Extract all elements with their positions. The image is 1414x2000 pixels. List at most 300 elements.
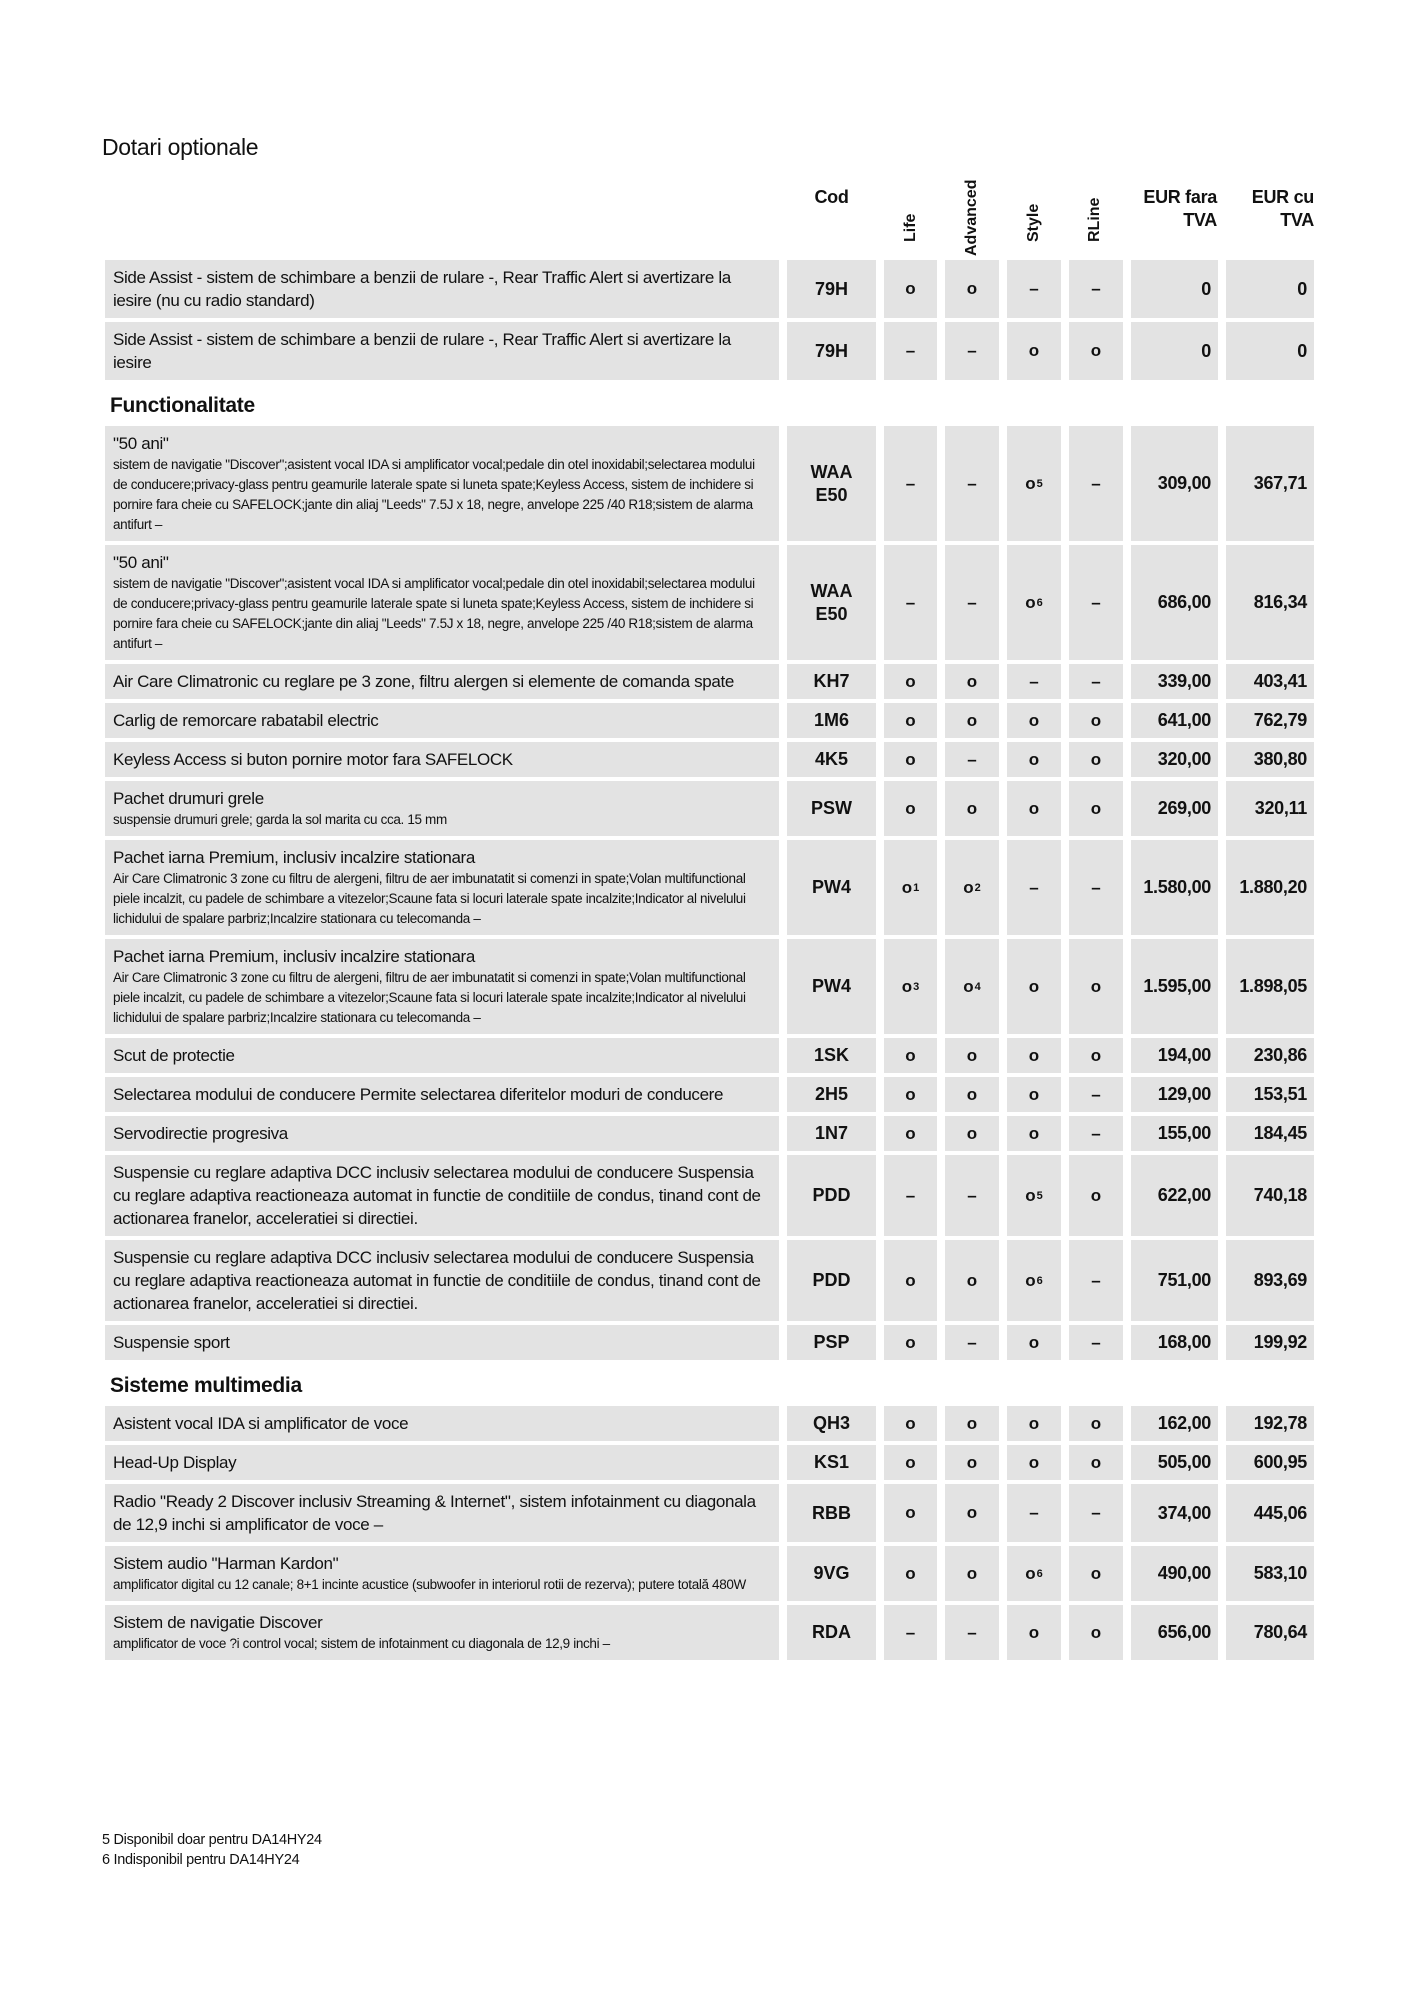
option-code	[787, 1325, 876, 1360]
availability-mark: o	[1028, 1084, 1040, 1104]
options-table	[105, 260, 1314, 1664]
code-text: PSW	[810, 798, 852, 818]
price-text: 0	[1201, 278, 1211, 299]
availability-rline	[1069, 703, 1123, 738]
option-title: Side Assist - sistem de schimbare a benzii de rulare -, Rear Traffic Alert si avertizare la iesire (nu cu radio standard)	[113, 268, 731, 310]
price-text: 0	[1297, 278, 1307, 299]
availability-rline	[1069, 1240, 1123, 1321]
option-description	[105, 1605, 779, 1660]
availability-style	[1007, 260, 1061, 318]
availability-style	[1007, 1445, 1061, 1480]
availability-mark: o	[1090, 341, 1102, 360]
page-title: Dotari optionale	[102, 134, 259, 160]
option-title: Sistem audio "Harman Kardon"	[113, 1554, 339, 1573]
table-row	[105, 1240, 1314, 1321]
table-row	[105, 703, 1314, 738]
availability-mark: –	[1029, 877, 1039, 897]
footnote-ref: 6	[1036, 596, 1043, 609]
availability-mark: o	[1090, 1622, 1102, 1642]
option-details: sistem de navigatie "Discover";asistent vocal IDA si amplificator vocal;pedale din otel inoxidabil;selectarea modului de conducere;privacy-glass pentru geamurile laterale spate si luneta spate;Keyless Access, sistem de inchidere si pornire fara cheie cu SAFELOCK;jante din aliaj "Leeds" 7.5J x 18, negre, anvelope 225 /40 R18;sistem de alarma antifurt –	[113, 576, 755, 651]
price-text: 155,00	[1157, 1123, 1211, 1143]
option-code	[787, 1546, 876, 1601]
option-title: Pachet drumuri grele	[113, 789, 264, 808]
price-text: 184,45	[1253, 1123, 1307, 1143]
option-description	[105, 1038, 779, 1073]
option-details: amplificator digital cu 12 canale; 8+1 incinte acustice (subwoofer in interiorul rotii de rezerva); putere totală 480W	[113, 1577, 746, 1592]
table-row	[105, 1546, 1314, 1601]
price-text: 505,00	[1157, 1452, 1211, 1472]
availability-mark: –	[1091, 1123, 1101, 1143]
availability-mark: –	[1091, 473, 1101, 493]
option-title: Selectarea modului de conducere Permite selectarea diferitelor moduri de conducere	[113, 1085, 724, 1104]
price-cu-tva	[1226, 939, 1314, 1034]
availability-rline	[1069, 1155, 1123, 1236]
option-title: Radio "Ready 2 Discover inclusiv Streaming & Internet", sistem infotainment cu diagonala de 12,9 inchi si amplificator de voce –	[113, 1492, 756, 1534]
price-cu-tva	[1226, 1605, 1314, 1660]
availability-mark: –	[1029, 279, 1039, 298]
option-code	[787, 426, 876, 541]
availability-style	[1007, 664, 1061, 699]
availability-rline	[1069, 664, 1123, 699]
availability-mark: o	[1025, 592, 1036, 612]
code-text: RBB	[812, 1502, 851, 1523]
option-title: Suspensie cu reglare adaptiva DCC inclusiv selectarea modului de conducere Suspensia cu reglare adaptiva reactioneaza automat in functie de conditiile de condus, tinand cont de actionarea franelor, acceleratiei si directiei.	[113, 1248, 761, 1313]
availability-life	[884, 1546, 937, 1601]
availability-mark: o	[1025, 473, 1036, 493]
availability-advanced	[945, 260, 999, 318]
availability-life	[884, 703, 937, 738]
availability-mark: o	[1090, 1452, 1102, 1472]
availability-mark: o	[1028, 1452, 1040, 1472]
header-eur-fara-tva: EUR fara TVA	[1143, 187, 1217, 230]
availability-mark: o	[1090, 1185, 1102, 1205]
code-text: RDA	[812, 1622, 851, 1642]
price-fara-tva	[1131, 664, 1218, 699]
option-description	[105, 1240, 779, 1321]
price-cu-tva	[1226, 703, 1314, 738]
price-text: 309,00	[1157, 473, 1211, 493]
availability-advanced	[945, 664, 999, 699]
table-row	[105, 1038, 1314, 1073]
option-details: amplificator de voce ?i control vocal; sistem de infotainment cu diagonala de 12,9 inchi –	[113, 1636, 610, 1651]
option-title: Servodirectie progresiva	[113, 1124, 288, 1143]
availability-life	[884, 322, 937, 380]
price-fara-tva	[1131, 1546, 1218, 1601]
table-row	[105, 1077, 1314, 1112]
availability-life	[884, 939, 937, 1034]
availability-advanced	[945, 840, 999, 935]
availability-mark: o	[1025, 1270, 1036, 1290]
code-text: PSP	[813, 1332, 850, 1352]
availability-mark: o	[1028, 1045, 1040, 1065]
option-code	[787, 260, 876, 318]
availability-mark: o	[966, 1563, 978, 1583]
availability-rline	[1069, 1445, 1123, 1480]
option-code	[787, 703, 876, 738]
option-details: Air Care Climatronic 3 zone cu filtru de alergeni, filtru de aer imbunatatit si comenzi in spate;Volan multifunctional piele incalzit, cu padele de schimbare a vitezelor;Scaune fata si locuri laterale spate incalzite;Indicator al nivelului lichidului de spalare parbriz;Incalzire stationara cu telecomanda –	[113, 970, 746, 1025]
availability-mark: o	[905, 1270, 916, 1290]
availability-life	[884, 1445, 937, 1480]
option-title: Sistem de navigatie Discover	[113, 1613, 323, 1632]
availability-style	[1007, 1484, 1061, 1542]
option-code	[787, 939, 876, 1034]
option-description	[105, 545, 779, 660]
table-row	[105, 1116, 1314, 1151]
availability-advanced	[945, 426, 999, 541]
price-fara-tva	[1131, 1445, 1218, 1480]
availability-life	[884, 545, 937, 660]
price-fara-tva	[1131, 1077, 1218, 1112]
availability-mark: o	[966, 1045, 978, 1065]
option-title: Carlig de remorcare rabatabil electric	[113, 711, 379, 730]
availability-advanced	[945, 1077, 999, 1112]
availability-rline	[1069, 1484, 1123, 1542]
header-advanced: Advanced	[963, 179, 980, 256]
footnote: 6 Indisponibil pentru DA14HY24	[102, 1852, 300, 1868]
availability-mark: –	[905, 1185, 916, 1205]
availability-mark: –	[967, 1185, 977, 1205]
table-row	[105, 1325, 1314, 1360]
table-row	[105, 545, 1314, 660]
price-cu-tva	[1226, 1155, 1314, 1236]
price-cu-tva	[1226, 781, 1314, 836]
availability-mark: –	[967, 341, 977, 360]
option-description	[105, 703, 779, 738]
footnotes	[102, 1830, 322, 1870]
availability-life	[884, 1077, 937, 1112]
availability-mark: –	[1091, 1084, 1101, 1104]
price-text: 0	[1201, 340, 1211, 361]
availability-rline	[1069, 1546, 1123, 1601]
table-row	[105, 664, 1314, 699]
code-text: PDD	[812, 1270, 851, 1290]
price-cu-tva	[1226, 1038, 1314, 1073]
availability-mark: o	[1028, 1332, 1040, 1352]
availability-advanced	[945, 1484, 999, 1542]
availability-rline	[1069, 426, 1123, 541]
availability-mark: o	[1090, 976, 1102, 996]
price-text: 1.898,05	[1239, 976, 1307, 996]
option-details: Air Care Climatronic 3 zone cu filtru de alergeni, filtru de aer imbunatatit si comenzi in spate;Volan multifunctional piele incalzit, cu padele de schimbare a vitezelor;Scaune fata si locuri laterale spate incalzite;Indicator al nivelului lichidului de spalare parbriz;Incalzire stationara cu telecomanda –	[113, 871, 746, 926]
availability-mark: o	[963, 976, 974, 996]
availability-mark: –	[1091, 279, 1101, 298]
price-text: 194,00	[1157, 1045, 1211, 1065]
availability-rline	[1069, 1605, 1123, 1660]
price-fara-tva	[1131, 260, 1218, 318]
availability-mark: o	[905, 1045, 916, 1065]
availability-mark: o	[1090, 1413, 1102, 1433]
price-text: 230,86	[1253, 1045, 1307, 1065]
option-code	[787, 664, 876, 699]
availability-advanced	[945, 322, 999, 380]
code-text: 1N7	[814, 1123, 849, 1143]
availability-style	[1007, 1240, 1061, 1321]
price-text: 320,11	[1254, 798, 1307, 818]
price-cu-tva	[1226, 545, 1314, 660]
availability-mark: o	[966, 671, 978, 691]
table-row	[105, 1605, 1314, 1660]
price-cu-tva	[1226, 260, 1314, 318]
option-details: suspensie drumuri grele; garda la sol marita cu cca. 15 mm	[113, 812, 447, 827]
header-cod: Cod	[814, 187, 849, 207]
availability-style	[1007, 1605, 1061, 1660]
footnote-ref: 6	[1036, 1567, 1043, 1580]
option-title: Asistent vocal IDA si amplificator de voce	[113, 1414, 409, 1433]
availability-mark: o	[966, 1123, 978, 1143]
availability-mark: o	[905, 1563, 916, 1583]
code-text: 79H	[814, 278, 849, 299]
price-fara-tva	[1131, 1325, 1218, 1360]
availability-style	[1007, 1325, 1061, 1360]
availability-mark: –	[1091, 1503, 1101, 1522]
option-code	[787, 1484, 876, 1542]
price-text: 162,00	[1157, 1413, 1211, 1433]
price-cu-tva	[1226, 840, 1314, 935]
code-text: PW4	[811, 877, 851, 897]
header-life: Life	[902, 213, 919, 242]
availability-life	[884, 1605, 937, 1660]
code-text: 2H5	[814, 1084, 849, 1104]
availability-mark: o	[1028, 1413, 1040, 1433]
price-text: 339,00	[1157, 671, 1211, 691]
code-text: 1M6	[813, 710, 849, 730]
availability-mark: –	[1091, 671, 1101, 691]
price-cu-tva	[1226, 742, 1314, 777]
price-cu-tva	[1226, 426, 1314, 541]
availability-mark: –	[905, 473, 916, 493]
availability-style	[1007, 1546, 1061, 1601]
option-title: Head-Up Display	[113, 1453, 237, 1472]
header-eur-cu-tva: EUR cu TVA	[1251, 187, 1314, 230]
option-code	[787, 1116, 876, 1151]
code-text: PW4	[811, 976, 851, 996]
price-cu-tva	[1226, 322, 1314, 380]
availability-rline	[1069, 1406, 1123, 1441]
option-code	[787, 1406, 876, 1441]
footnote-ref: 2	[974, 881, 981, 894]
availability-advanced	[945, 1406, 999, 1441]
price-fara-tva	[1131, 1155, 1218, 1236]
availability-life	[884, 1240, 937, 1321]
code-text: QH3	[812, 1413, 850, 1433]
availability-style	[1007, 1406, 1061, 1441]
option-title: "50 ani"	[113, 434, 169, 453]
option-title: Pachet iarna Premium, inclusiv incalzire stationara	[113, 947, 475, 966]
availability-mark: o	[905, 798, 916, 818]
table-row	[105, 260, 1314, 318]
price-text: 893,69	[1253, 1270, 1307, 1290]
price-fara-tva	[1131, 1240, 1218, 1321]
availability-mark: o	[1028, 976, 1040, 996]
availability-mark: –	[905, 341, 916, 360]
code-text: 79H	[814, 340, 849, 361]
price-text: 445,06	[1253, 1502, 1307, 1523]
option-code	[787, 840, 876, 935]
table-row	[105, 781, 1314, 836]
option-title: Pachet iarna Premium, inclusiv incalzire stationara	[113, 848, 475, 867]
availability-advanced	[945, 1546, 999, 1601]
option-description	[105, 1155, 779, 1236]
price-cu-tva	[1226, 1445, 1314, 1480]
availability-mark: o	[1090, 1563, 1102, 1583]
table-row	[105, 1155, 1314, 1236]
availability-rline	[1069, 322, 1123, 380]
price-text: 403,41	[1253, 671, 1307, 691]
option-title: Side Assist - sistem de schimbare a benzii de rulare -, Rear Traffic Alert si avertizare la iesire	[113, 330, 731, 372]
price-text: 129,00	[1157, 1084, 1211, 1104]
code-text: 4K5	[814, 749, 849, 769]
availability-life	[884, 742, 937, 777]
availability-mark: o	[1025, 1185, 1036, 1205]
availability-mark: –	[1029, 1503, 1039, 1522]
option-title: "50 ani"	[113, 553, 169, 572]
availability-advanced	[945, 1155, 999, 1236]
option-code	[787, 322, 876, 380]
option-description	[105, 1116, 779, 1151]
price-cu-tva	[1226, 1240, 1314, 1321]
option-description	[105, 1077, 779, 1112]
availability-advanced	[945, 1116, 999, 1151]
availability-style	[1007, 1116, 1061, 1151]
price-text: 490,00	[1157, 1563, 1211, 1583]
availability-mark: o	[1028, 1622, 1040, 1642]
availability-mark: o	[901, 877, 913, 897]
option-title: Scut de protectie	[113, 1046, 235, 1065]
availability-rline	[1069, 1325, 1123, 1360]
price-text: 153,51	[1253, 1084, 1307, 1104]
code-text: 9VG	[813, 1563, 850, 1583]
table-row	[105, 1445, 1314, 1480]
availability-style	[1007, 545, 1061, 660]
availability-mark: –	[1091, 877, 1101, 897]
availability-mark: o	[1090, 749, 1102, 769]
price-fara-tva	[1131, 1038, 1218, 1073]
price-fara-tva	[1131, 703, 1218, 738]
price-cu-tva	[1226, 1484, 1314, 1542]
option-title: Air Care Climatronic cu reglare pe 3 zone, filtru alergen si elemente de comanda spate	[113, 672, 734, 691]
price-text: 192,78	[1253, 1413, 1307, 1433]
availability-advanced	[945, 939, 999, 1034]
price-cu-tva	[1226, 1116, 1314, 1151]
availability-mark: o	[905, 1413, 916, 1433]
availability-rline	[1069, 1116, 1123, 1151]
price-text: 269,00	[1157, 798, 1211, 818]
availability-life	[884, 426, 937, 541]
availability-mark: o	[1025, 1563, 1036, 1583]
option-details: sistem de navigatie "Discover";asistent vocal IDA si amplificator vocal;pedale din otel inoxidabil;selectarea modului de conducere;privacy-glass pentru geamurile laterale spate si luneta spate;Keyless Access, sistem de inchidere si pornire fara cheie cu SAFELOCK;jante din aliaj "Leeds" 7.5J x 18, negre, anvelope 225 /40 R18;sistem de alarma antifurt –	[113, 457, 755, 532]
availability-mark: o	[905, 710, 916, 730]
availability-style	[1007, 939, 1061, 1034]
availability-life	[884, 1325, 937, 1360]
availability-mark: o	[905, 671, 916, 691]
price-text: 816,34	[1253, 592, 1307, 612]
availability-rline	[1069, 1077, 1123, 1112]
option-description	[105, 840, 779, 935]
availability-style	[1007, 781, 1061, 836]
footnote-ref: 6	[1036, 1274, 1043, 1287]
table-row	[105, 1406, 1314, 1441]
availability-life	[884, 781, 937, 836]
availability-advanced	[945, 1038, 999, 1073]
availability-mark: –	[967, 473, 977, 493]
table-row	[105, 742, 1314, 777]
availability-mark: –	[967, 592, 977, 612]
availability-rline	[1069, 742, 1123, 777]
price-cu-tva	[1226, 1406, 1314, 1441]
availability-style	[1007, 840, 1061, 935]
price-text: 168,00	[1157, 1332, 1211, 1352]
availability-mark: o	[966, 1452, 978, 1472]
availability-mark: o	[966, 279, 978, 298]
table-row	[105, 840, 1314, 935]
availability-mark: o	[1028, 798, 1040, 818]
option-description	[105, 742, 779, 777]
availability-style	[1007, 322, 1061, 380]
price-fara-tva	[1131, 322, 1218, 380]
price-text: 199,92	[1253, 1332, 1307, 1352]
option-code	[787, 1605, 876, 1660]
availability-mark: –	[1091, 592, 1101, 612]
code-text: KH7	[813, 671, 850, 691]
availability-mark: o	[905, 1084, 916, 1104]
availability-mark: o	[966, 1503, 978, 1522]
availability-mark: –	[967, 1332, 977, 1352]
availability-mark: o	[1028, 1123, 1040, 1143]
availability-rline	[1069, 260, 1123, 318]
availability-life	[884, 840, 937, 935]
option-code	[787, 1240, 876, 1321]
table-row	[105, 1484, 1314, 1542]
price-fara-tva	[1131, 742, 1218, 777]
availability-style	[1007, 1155, 1061, 1236]
availability-advanced	[945, 1240, 999, 1321]
availability-style	[1007, 426, 1061, 541]
price-text: 320,00	[1157, 749, 1211, 769]
availability-mark: o	[905, 1452, 916, 1472]
footnote: 5 Disponibil doar pentru DA14HY24	[102, 1832, 322, 1848]
availability-life	[884, 1484, 937, 1542]
availability-advanced	[945, 1605, 999, 1660]
price-cu-tva	[1226, 1546, 1314, 1601]
header-rline: RLine	[1086, 197, 1103, 242]
price-fara-tva	[1131, 1406, 1218, 1441]
footnote-ref: 1	[913, 881, 920, 894]
price-text: 1.880,20	[1239, 877, 1307, 897]
option-code	[787, 545, 876, 660]
code-text: WAA E50	[810, 461, 853, 505]
footnote-ref: 3	[913, 980, 920, 993]
availability-mark: o	[1090, 798, 1102, 818]
option-description	[105, 1484, 779, 1542]
price-fara-tva	[1131, 545, 1218, 660]
price-text: 374,00	[1157, 1502, 1211, 1523]
table-row	[105, 426, 1314, 541]
price-text: 622,00	[1157, 1185, 1211, 1205]
availability-mark: o	[905, 1332, 916, 1352]
code-text: KS1	[813, 1452, 849, 1472]
option-code	[787, 1445, 876, 1480]
availability-mark: –	[967, 1622, 977, 1642]
price-cu-tva	[1226, 664, 1314, 699]
option-description	[105, 664, 779, 699]
header-style: Style	[1025, 203, 1042, 242]
footnote-ref: 5	[1036, 1189, 1043, 1202]
price-text: 751,00	[1157, 1270, 1211, 1290]
price-text: 367,71	[1253, 473, 1307, 493]
availability-style	[1007, 1038, 1061, 1073]
price-text: 0	[1297, 340, 1307, 361]
availability-mark: o	[1090, 1045, 1102, 1065]
